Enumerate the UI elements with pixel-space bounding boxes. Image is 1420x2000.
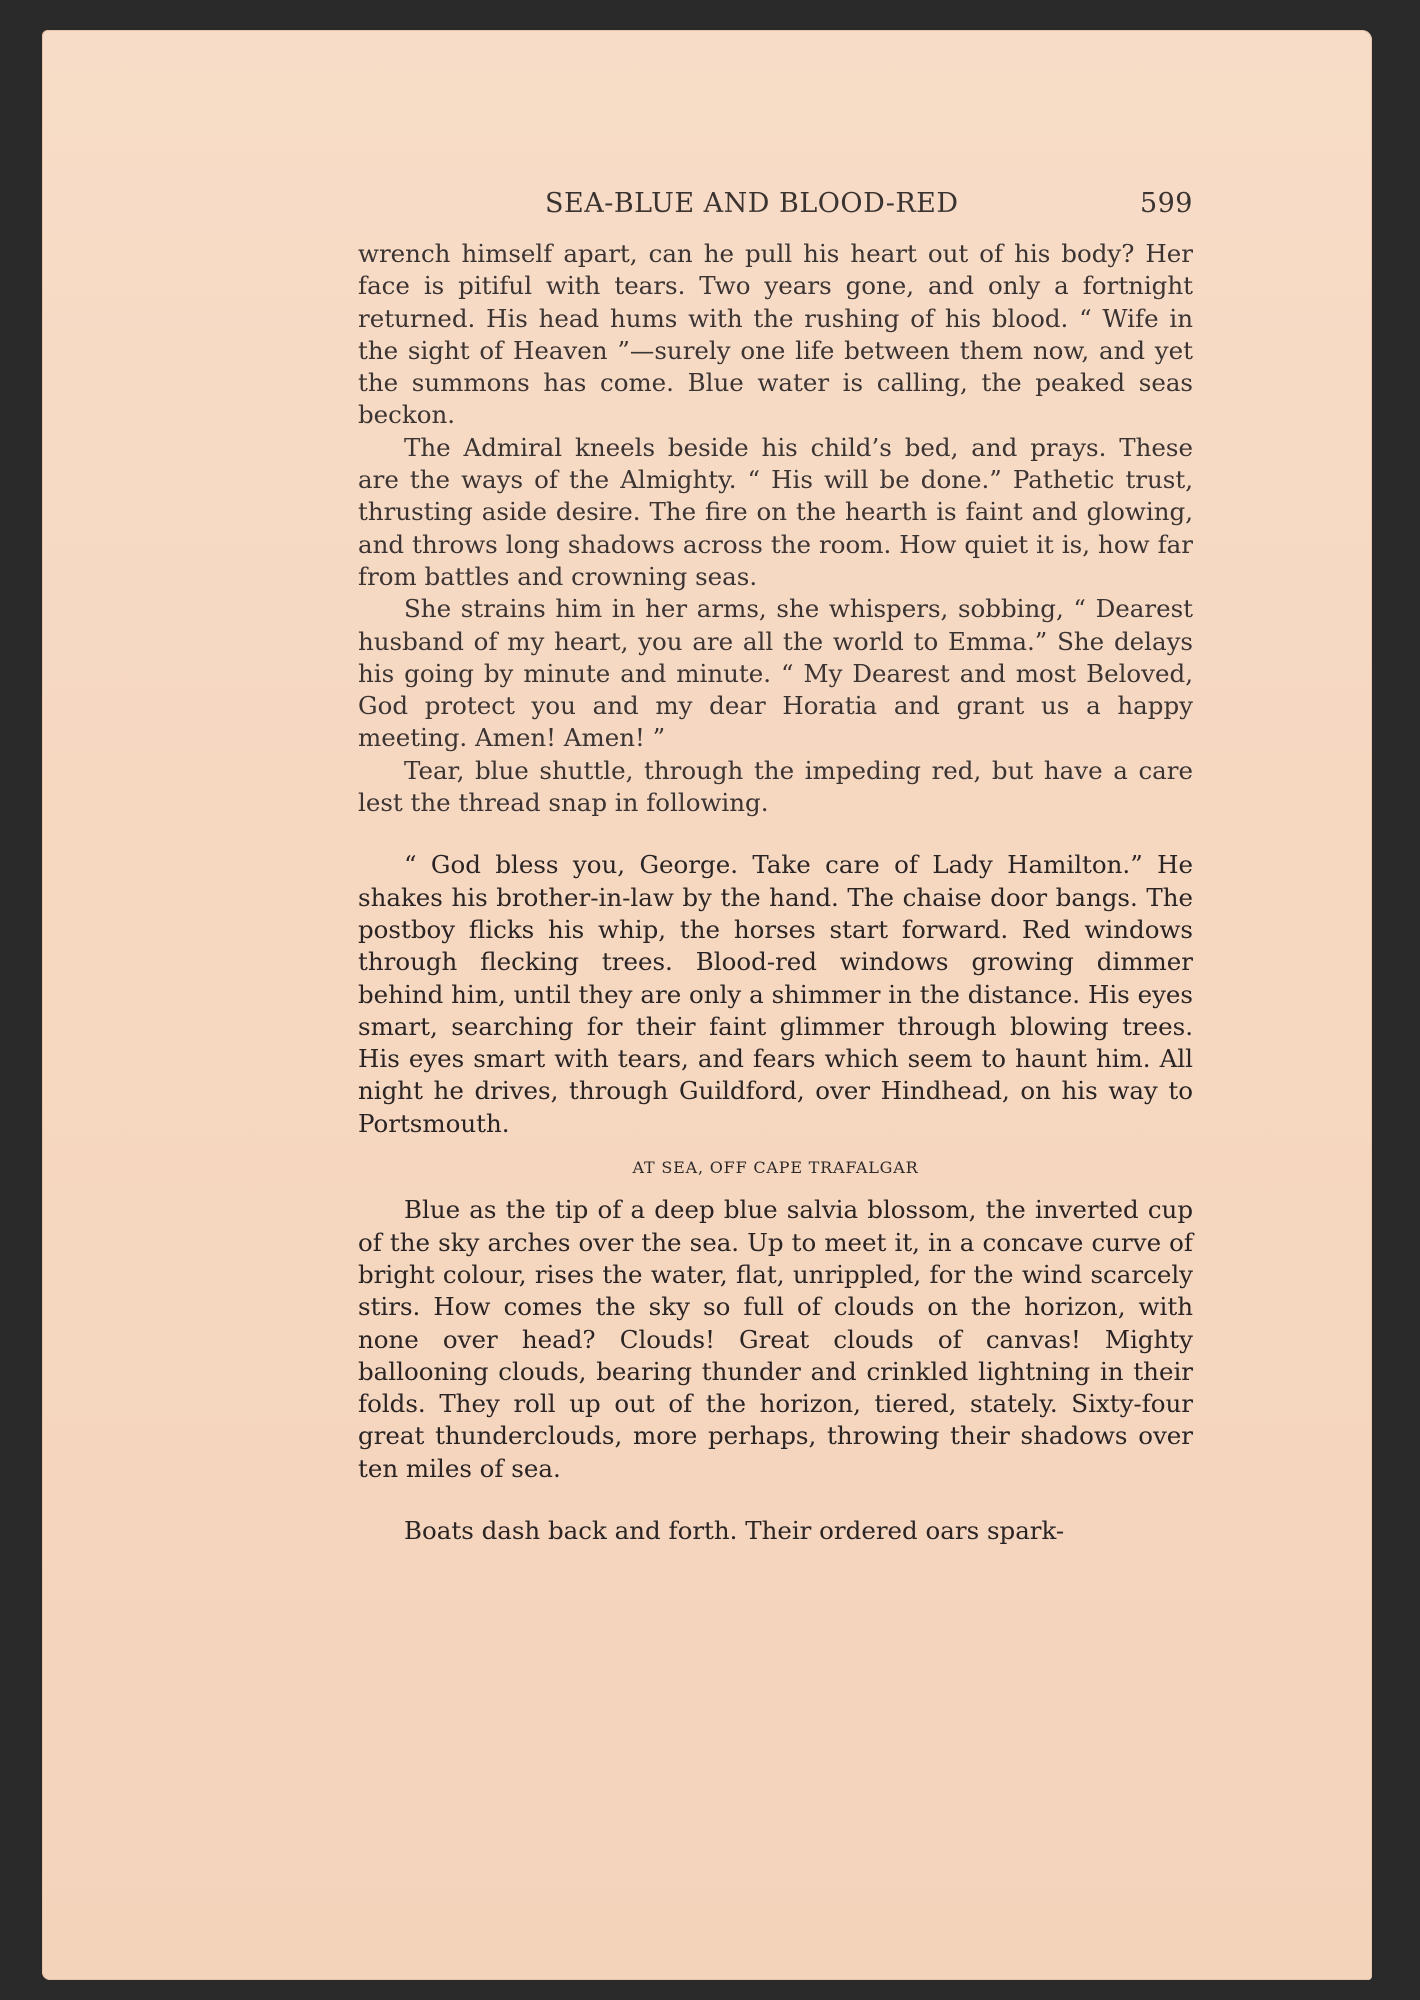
section-break xyxy=(358,1485,1193,1515)
paragraph: Boats dash back and forth. Their ordered oars spark- xyxy=(404,1515,1065,1545)
section-heading: AT SEA, OFF CAPE TRAFALGAR xyxy=(632,1158,919,1178)
paragraph: “ God bless you, George. Take care of Lady Hamilton.” He shakes his brother-in-law by the hand. The chaise door bangs. The postboy flicks his whip, the horses start forward. Red windows through flecking trees. Blood-red windows growing dimmer behind him, until they are only a shimmer in the distance. His eyes smart, searching for their faint glimmer through blowing trees. His eyes smart with tears, and fears which seem to haunt him. All night he drives, through Guildford, over Hindhead, on his way to Portsmouth. xyxy=(358,850,1193,1138)
paragraph: Tear, blue shuttle, through the impeding red, but have a care lest the thread snap in following. xyxy=(358,755,1193,818)
paragraph: The Admiral kneels beside his child’s bed, and prays. These are the ways of the Almighty. “ His will be done.” Pathetic trust, thrusting aside desire. The fire on the hearth is faint and glowing, and throws long shadows across the room. How quiet it is, how far from battles and crowning seas. xyxy=(358,432,1193,591)
body-text xyxy=(358,238,1193,1547)
running-header xyxy=(545,188,1193,224)
section-break xyxy=(358,819,1193,849)
paragraph: She strains him in her arms, she whispers, sobbing, “ Dearest husband of my heart, you are all the world to Emma.” She delays his going by minute and minute. “ My Dearest and most Beloved, God protect you and my dear Horatia and grant us a happy meeting. Amen! Amen! ” xyxy=(358,594,1193,753)
paragraph: wrench himself apart, can he pull his heart out of his body? Her face is pitiful with tears. Two years gone, and only a fortnight returned. His head hums with the rushing of his blood. “ Wife in the sight of Heaven ”—surely one life between them now, and yet the summons has come. Blue water is calling, the peaked seas beckon. xyxy=(358,239,1193,430)
running-title: SEA-BLUE AND BLOOD-RED xyxy=(545,188,959,219)
page-number: 599 xyxy=(1139,188,1193,219)
paragraph: Blue as the tip of a deep blue salvia blossom, the inverted cup of the sky arches over the sea. Up to meet it, in a concave curve of bright colour, rises the water, flat, unrippled, for the wind scarcely stirs. How comes the sky so full of clouds on the horizon, with none over head? Clouds! Great clouds of canvas! Mighty ballooning clouds, bearing thunder and crinkled lightning in their folds. They roll up out of the horizon, tiered, stately. Sixty-four great thunderclouds, more perhaps, throwing their shadows over ten miles of sea. xyxy=(358,1195,1193,1483)
